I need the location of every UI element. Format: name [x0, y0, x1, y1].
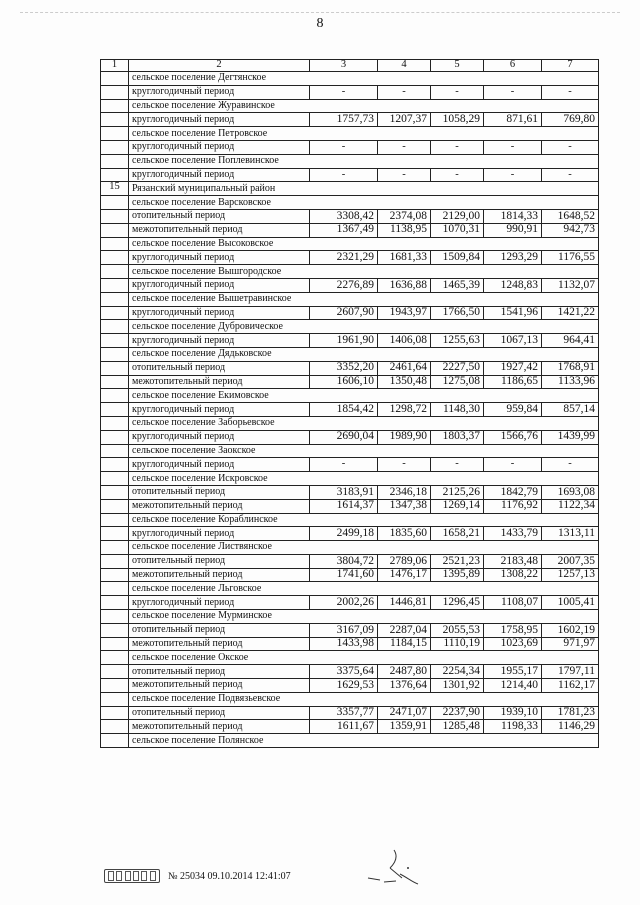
value-cell: 1198,33: [484, 720, 542, 734]
period-label: круглогодичный период: [129, 113, 310, 127]
value-cell: 1110,19: [431, 637, 484, 651]
period-label: межотопительный период: [129, 568, 310, 582]
table-row-data: [101, 403, 599, 417]
settlement-name: сельское поселение Искровское: [129, 472, 599, 486]
table-row-data: [101, 637, 599, 651]
value-cell: 1766,50: [431, 306, 484, 320]
table-body: [101, 60, 599, 748]
value-cell: 2461,64: [378, 361, 431, 375]
value-cell: 1648,52: [542, 209, 599, 223]
value-cell: 1835,60: [378, 527, 431, 541]
footer-doc-number: № 25034 09.10.2014 12:41:07: [168, 870, 291, 882]
row-number-cell: [101, 568, 129, 582]
value-cell: 2125,26: [431, 485, 484, 499]
period-label: круглогодичный период: [129, 334, 310, 348]
value-cell: 1248,83: [484, 278, 542, 292]
settlement-name: сельское поселение Екимовское: [129, 389, 599, 403]
value-cell: 1758,95: [484, 623, 542, 637]
period-label: отопительный период: [129, 485, 310, 499]
value-cell: 1359,91: [378, 720, 431, 734]
table-row-settlement: [101, 444, 599, 458]
value-cell: 1184,15: [378, 637, 431, 651]
table-row-data: [101, 209, 599, 223]
value-cell: 2789,06: [378, 554, 431, 568]
value-cell: 1207,37: [378, 113, 431, 127]
value-cell: 1133,96: [542, 375, 599, 389]
table-row-settlement: [101, 196, 599, 210]
table-row-data: [101, 168, 599, 182]
table-row-data: [101, 720, 599, 734]
table-row-data: [101, 140, 599, 154]
row-number-cell: [101, 375, 129, 389]
row-number-cell: [101, 527, 129, 541]
row-number-cell: [101, 265, 129, 279]
value-cell: 990,91: [484, 223, 542, 237]
row-number-cell: [101, 168, 129, 182]
period-label: круглогодичный период: [129, 430, 310, 444]
value-cell: 1269,14: [431, 499, 484, 513]
value-cell: 2055,53: [431, 623, 484, 637]
value-cell: 1214,40: [484, 679, 542, 693]
value-cell: 1406,08: [378, 334, 431, 348]
value-cell: 1350,48: [378, 375, 431, 389]
value-cell: 3308,42: [310, 209, 378, 223]
value-cell: 1741,60: [310, 568, 378, 582]
value-cell: 2254,34: [431, 665, 484, 679]
value-cell: 1058,29: [431, 113, 484, 127]
value-cell: 2607,90: [310, 306, 378, 320]
table-row-settlement: [101, 320, 599, 334]
table-row-settlement: [101, 610, 599, 624]
footer: [104, 866, 291, 886]
page-number: 8: [316, 16, 324, 31]
value-cell: 1658,21: [431, 527, 484, 541]
period-label: круглогодичный период: [129, 527, 310, 541]
period-label: круглогодичный период: [129, 140, 310, 154]
row-number-cell: [101, 223, 129, 237]
table-row-data: [101, 596, 599, 610]
row-number-cell: [101, 85, 129, 99]
top-scan-line: [20, 12, 620, 13]
period-label: межотопительный период: [129, 375, 310, 389]
value-cell: 1148,30: [431, 403, 484, 417]
row-number-cell: [101, 209, 129, 223]
table-row-settlement: [101, 154, 599, 168]
value-cell: 871,61: [484, 113, 542, 127]
table-row-data: [101, 527, 599, 541]
value-cell: 1803,37: [431, 430, 484, 444]
header-cell: 1: [101, 60, 129, 72]
period-label: круглогодичный период: [129, 278, 310, 292]
value-cell: 1308,22: [484, 568, 542, 582]
row-number-cell: [101, 499, 129, 513]
period-label: круглогодичный период: [129, 251, 310, 265]
value-cell: -: [484, 85, 542, 99]
row-number-cell: [101, 320, 129, 334]
value-cell: 1693,08: [542, 485, 599, 499]
settlement-name: сельское поселение Кораблинское: [129, 513, 599, 527]
row-number-cell: [101, 403, 129, 417]
value-cell: 2237,90: [431, 706, 484, 720]
settlement-name: сельское поселение Мурминское: [129, 610, 599, 624]
value-cell: 1285,48: [431, 720, 484, 734]
value-cell: 1927,42: [484, 361, 542, 375]
table-row-settlement: [101, 513, 599, 527]
row-number-cell: [101, 734, 129, 748]
value-cell: 1421,22: [542, 306, 599, 320]
settlement-name: сельское поселение Дядьковское: [129, 347, 599, 361]
table-row-settlement: [101, 582, 599, 596]
period-label: межотопительный период: [129, 637, 310, 651]
row-number-cell: [101, 154, 129, 168]
row-number-cell: [101, 444, 129, 458]
table-row-data: [101, 458, 599, 472]
signature-icon: [360, 848, 430, 888]
value-cell: 1146,29: [542, 720, 599, 734]
value-cell: 769,80: [542, 113, 599, 127]
value-cell: 1433,79: [484, 527, 542, 541]
value-cell: 1376,64: [378, 679, 431, 693]
value-cell: 1257,13: [542, 568, 599, 582]
settlement-name: сельское поселение Поплевинское: [129, 154, 599, 168]
row-number-cell: 15: [101, 182, 129, 196]
value-cell: 1842,79: [484, 485, 542, 499]
value-cell: -: [310, 458, 378, 472]
header-cell: 6: [484, 60, 542, 72]
value-cell: 2521,23: [431, 554, 484, 568]
row-number-cell: [101, 113, 129, 127]
document-stamp-icon: [104, 869, 160, 883]
table-row-data: [101, 679, 599, 693]
row-number-cell: [101, 485, 129, 499]
value-cell: 1301,92: [431, 679, 484, 693]
row-number-cell: [101, 140, 129, 154]
table-row-data: [101, 334, 599, 348]
value-cell: 1275,08: [431, 375, 484, 389]
settlement-name: сельское поселение Вышгородское: [129, 265, 599, 279]
table-row-settlement: [101, 692, 599, 706]
value-cell: -: [431, 168, 484, 182]
table-row-data: [101, 706, 599, 720]
value-cell: -: [378, 140, 431, 154]
value-cell: 1854,42: [310, 403, 378, 417]
table-row-data: [101, 361, 599, 375]
value-cell: 1681,33: [378, 251, 431, 265]
value-cell: 1176,55: [542, 251, 599, 265]
value-cell: 1943,97: [378, 306, 431, 320]
row-number-cell: [101, 706, 129, 720]
value-cell: 3183,91: [310, 485, 378, 499]
tariff-table: [100, 59, 599, 748]
value-cell: 1186,65: [484, 375, 542, 389]
row-number-cell: [101, 679, 129, 693]
table-header-row: [101, 60, 599, 72]
period-label: отопительный период: [129, 706, 310, 720]
value-cell: 1070,31: [431, 223, 484, 237]
value-cell: -: [431, 140, 484, 154]
value-cell: 1606,10: [310, 375, 378, 389]
value-cell: 1433,98: [310, 637, 378, 651]
value-cell: 1162,17: [542, 679, 599, 693]
row-number-cell: [101, 127, 129, 141]
row-number-cell: [101, 416, 129, 430]
period-label: межотопительный период: [129, 679, 310, 693]
period-label: отопительный период: [129, 209, 310, 223]
row-number-cell: [101, 541, 129, 555]
table-row-data: [101, 430, 599, 444]
value-cell: -: [378, 458, 431, 472]
row-number-cell: [101, 720, 129, 734]
settlement-name: сельское поселение Дегтянское: [129, 72, 599, 86]
table-row-data: [101, 499, 599, 513]
table-row-district: [101, 182, 599, 196]
value-cell: 2183,48: [484, 554, 542, 568]
row-number-cell: [101, 347, 129, 361]
period-label: межотопительный период: [129, 720, 310, 734]
value-cell: 3352,20: [310, 361, 378, 375]
period-label: круглогодичный период: [129, 168, 310, 182]
header-cell: 2: [129, 60, 310, 72]
value-cell: 1005,41: [542, 596, 599, 610]
settlement-name: сельское поселение Журавинское: [129, 99, 599, 113]
value-cell: 959,84: [484, 403, 542, 417]
row-number-cell: [101, 596, 129, 610]
value-cell: 2287,04: [378, 623, 431, 637]
value-cell: -: [484, 140, 542, 154]
period-label: круглогодичный период: [129, 85, 310, 99]
table-row-data: [101, 665, 599, 679]
value-cell: 2007,35: [542, 554, 599, 568]
row-number-cell: [101, 458, 129, 472]
value-cell: 1439,99: [542, 430, 599, 444]
table-row-data: [101, 113, 599, 127]
row-number-cell: [101, 278, 129, 292]
row-number-cell: [101, 472, 129, 486]
value-cell: 2471,07: [378, 706, 431, 720]
value-cell: 2002,26: [310, 596, 378, 610]
row-number-cell: [101, 554, 129, 568]
table-row-settlement: [101, 265, 599, 279]
settlement-name: сельское поселение Высоковское: [129, 237, 599, 251]
value-cell: 3375,64: [310, 665, 378, 679]
value-cell: 1768,91: [542, 361, 599, 375]
value-cell: 1939,10: [484, 706, 542, 720]
value-cell: -: [484, 458, 542, 472]
row-number-cell: [101, 513, 129, 527]
value-cell: 971,97: [542, 637, 599, 651]
value-cell: -: [431, 85, 484, 99]
table-row-settlement: [101, 72, 599, 86]
settlement-name: сельское поселение Варсковское: [129, 196, 599, 210]
table-row-data: [101, 306, 599, 320]
header-cell: 7: [542, 60, 599, 72]
value-cell: 1636,88: [378, 278, 431, 292]
value-cell: 1108,07: [484, 596, 542, 610]
row-number-cell: [101, 251, 129, 265]
period-label: межотопительный период: [129, 223, 310, 237]
row-number-cell: [101, 623, 129, 637]
value-cell: 1293,29: [484, 251, 542, 265]
settlement-name: сельское поселение Окское: [129, 651, 599, 665]
period-label: круглогодичный период: [129, 596, 310, 610]
table-row-settlement: [101, 127, 599, 141]
value-cell: -: [310, 140, 378, 154]
settlement-name: сельское поселение Заокское: [129, 444, 599, 458]
value-cell: 1781,23: [542, 706, 599, 720]
settlement-name: сельское поселение Петровское: [129, 127, 599, 141]
table-row-data: [101, 554, 599, 568]
settlement-name: сельское поселение Заборьевское: [129, 416, 599, 430]
value-cell: 1566,76: [484, 430, 542, 444]
value-cell: 1298,72: [378, 403, 431, 417]
value-cell: 2487,80: [378, 665, 431, 679]
table-row-settlement: [101, 347, 599, 361]
value-cell: 1023,69: [484, 637, 542, 651]
table-row-data: [101, 485, 599, 499]
value-cell: -: [431, 458, 484, 472]
district-name: Рязанский муниципальный район: [129, 182, 599, 196]
value-cell: 1961,90: [310, 334, 378, 348]
value-cell: 3167,09: [310, 623, 378, 637]
value-cell: 1176,92: [484, 499, 542, 513]
value-cell: 1541,96: [484, 306, 542, 320]
value-cell: 942,73: [542, 223, 599, 237]
period-label: отопительный период: [129, 361, 310, 375]
value-cell: 1611,67: [310, 720, 378, 734]
period-label: круглогодичный период: [129, 306, 310, 320]
row-number-cell: [101, 237, 129, 251]
value-cell: 2276,89: [310, 278, 378, 292]
period-label: отопительный период: [129, 623, 310, 637]
period-label: межотопительный период: [129, 499, 310, 513]
value-cell: -: [542, 85, 599, 99]
table-row-settlement: [101, 734, 599, 748]
value-cell: 1476,17: [378, 568, 431, 582]
settlement-name: сельское поселение Дубровическое: [129, 320, 599, 334]
period-label: круглогодичный период: [129, 458, 310, 472]
value-cell: -: [542, 140, 599, 154]
value-cell: 2321,29: [310, 251, 378, 265]
value-cell: -: [378, 168, 431, 182]
value-cell: 1814,33: [484, 209, 542, 223]
table-row-settlement: [101, 389, 599, 403]
value-cell: 1367,49: [310, 223, 378, 237]
value-cell: 1757,73: [310, 113, 378, 127]
period-label: отопительный период: [129, 665, 310, 679]
value-cell: 1465,39: [431, 278, 484, 292]
header-cell: 5: [431, 60, 484, 72]
table-row-data: [101, 223, 599, 237]
value-cell: 2374,08: [378, 209, 431, 223]
table-row-settlement: [101, 541, 599, 555]
value-cell: -: [310, 168, 378, 182]
settlement-name: сельское поселение Вышетравинское: [129, 292, 599, 306]
row-number-cell: [101, 665, 129, 679]
value-cell: 964,41: [542, 334, 599, 348]
value-cell: 2227,50: [431, 361, 484, 375]
value-cell: 1138,95: [378, 223, 431, 237]
settlement-name: сельское поселение Листвянское: [129, 541, 599, 555]
row-number-cell: [101, 99, 129, 113]
value-cell: -: [542, 168, 599, 182]
value-cell: 1347,38: [378, 499, 431, 513]
row-number-cell: [101, 389, 129, 403]
settlement-name: сельское поселение Льговское: [129, 582, 599, 596]
value-cell: 1629,53: [310, 679, 378, 693]
value-cell: 2346,18: [378, 485, 431, 499]
value-cell: 857,14: [542, 403, 599, 417]
value-cell: 2690,04: [310, 430, 378, 444]
row-number-cell: [101, 610, 129, 624]
value-cell: -: [378, 85, 431, 99]
row-number-cell: [101, 582, 129, 596]
value-cell: 2129,00: [431, 209, 484, 223]
value-cell: 3357,77: [310, 706, 378, 720]
value-cell: 1132,07: [542, 278, 599, 292]
row-number-cell: [101, 306, 129, 320]
value-cell: 1509,84: [431, 251, 484, 265]
row-number-cell: [101, 72, 129, 86]
table-row-data: [101, 375, 599, 389]
value-cell: 1446,81: [378, 596, 431, 610]
value-cell: 1296,45: [431, 596, 484, 610]
table-row-data: [101, 278, 599, 292]
value-cell: 2499,18: [310, 527, 378, 541]
value-cell: -: [484, 168, 542, 182]
row-number-cell: [101, 430, 129, 444]
value-cell: 3804,72: [310, 554, 378, 568]
value-cell: 1614,37: [310, 499, 378, 513]
table-row-settlement: [101, 292, 599, 306]
row-number-cell: [101, 637, 129, 651]
value-cell: 1797,11: [542, 665, 599, 679]
row-number-cell: [101, 292, 129, 306]
row-number-cell: [101, 196, 129, 210]
value-cell: 1313,11: [542, 527, 599, 541]
table-row-settlement: [101, 472, 599, 486]
header-cell: 4: [378, 60, 431, 72]
value-cell: 1395,89: [431, 568, 484, 582]
table-row-settlement: [101, 99, 599, 113]
table-row-settlement: [101, 237, 599, 251]
period-label: круглогодичный период: [129, 403, 310, 417]
value-cell: 1122,34: [542, 499, 599, 513]
value-cell: 1255,63: [431, 334, 484, 348]
table-row-data: [101, 623, 599, 637]
table-row-settlement: [101, 651, 599, 665]
table-row-data: [101, 251, 599, 265]
value-cell: -: [310, 85, 378, 99]
row-number-cell: [101, 361, 129, 375]
value-cell: 1602,19: [542, 623, 599, 637]
value-cell: 1989,90: [378, 430, 431, 444]
settlement-name: сельское поселение Подвязьевское: [129, 692, 599, 706]
table-row-data: [101, 85, 599, 99]
row-number-cell: [101, 651, 129, 665]
table-row-data: [101, 568, 599, 582]
header-cell: 3: [310, 60, 378, 72]
settlement-name: сельское поселение Полянское: [129, 734, 599, 748]
row-number-cell: [101, 692, 129, 706]
table-row-settlement: [101, 416, 599, 430]
period-label: отопительный период: [129, 554, 310, 568]
value-cell: 1955,17: [484, 665, 542, 679]
value-cell: -: [542, 458, 599, 472]
value-cell: 1067,13: [484, 334, 542, 348]
row-number-cell: [101, 334, 129, 348]
